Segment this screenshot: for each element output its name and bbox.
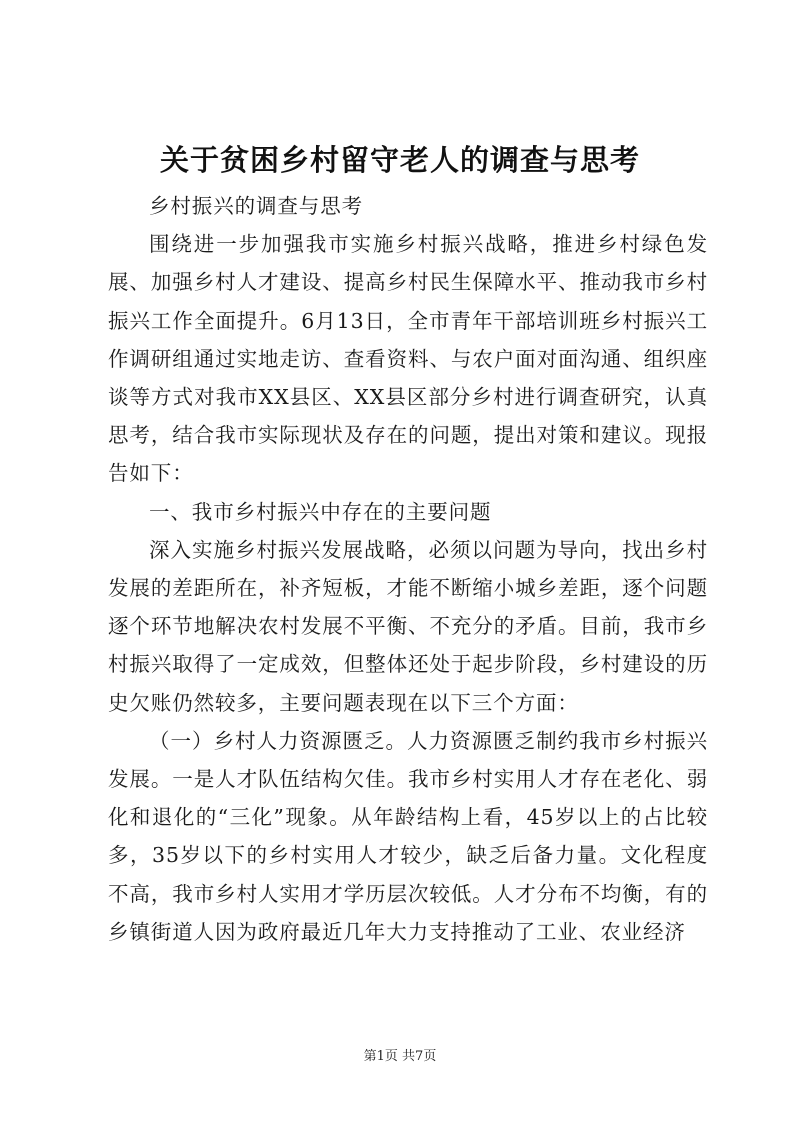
human-resources-paragraph: （一）乡村人力资源匮乏。人力资源匮乏制约我市乡村振兴发展。一是人才队伍结构欠佳。我市乡村实用人才存在老化、弱化和退化的“三化”现象。从年龄结构上看，45岁以上的占比较多，35岁以下的乡村实用人才较少，缺乏后备力量。文化程度不高，我市乡村人实用才学历层次较低。人才分布不均衡，有的乡镇街道人因为政府最近几年大力支持推动了工业、农业经济 — [108, 728, 708, 944]
document-body — [108, 187, 708, 951]
problems-overview-paragraph: 深入实施乡村振兴发展战略，必须以问题为导向，找出乡村发展的差距所在，补齐短板，才能不断缩小城乡差距，逐个问题逐个环节地解决农村发展不平衡、不充分的矛盾。目前，我市乡村振兴取得了一定成效，但整体还处于起步阶段，乡村建设的历史欠账仍然较多，主要问题表现在以下三个方面： — [108, 537, 708, 715]
intro-paragraph: 围绕进一步加强我市实施乡村振兴战略，推进乡村绿色发展、加强乡村人才建设、提高乡村民生保障水平、推动我市乡村振兴工作全面提升。6月13日，全市青年干部培训班乡村振兴工作调研组通过实地走访、查看资料、与农户面对面沟通、组织座谈等方式对我市XX县区、XX县区部分乡村进行调查研究，认真思考，结合我市实际现状及存在的问题，提出对策和建议。现报告如下： — [108, 232, 708, 486]
subtitle-paragraph: 乡村振兴的调查与思考 — [149, 194, 363, 218]
section-heading: 一、我市乡村振兴中存在的主要问题 — [149, 499, 492, 524]
document-title: 关于贫困乡村留守老人的调查与思考 — [159, 143, 640, 177]
page-footer: 第1页 共7页 — [363, 1049, 437, 1064]
